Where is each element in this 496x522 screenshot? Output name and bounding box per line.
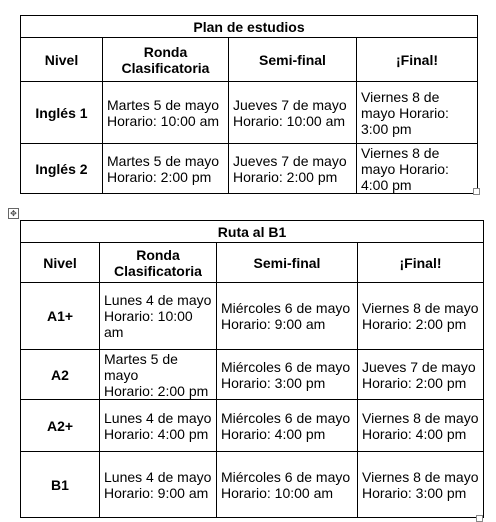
table-title: Ruta al B1 (21, 221, 484, 243)
date-text: Viernes 8 de mayo (362, 468, 479, 485)
time-text: Horario: 4:00 pm (362, 425, 467, 442)
header-ronda: Ronda Clasificatoria (103, 38, 229, 82)
date-text: Viernes 8 de mayo (362, 409, 479, 426)
ronda-cell (100, 350, 217, 400)
date-text: Lunes 4 de mayo (104, 468, 212, 485)
time-text: Horario: 10:00 am (104, 308, 193, 340)
header-semi: Semi-final (229, 38, 357, 82)
header-final: ¡Final! (357, 38, 478, 82)
level-cell: Inglés 1 (21, 82, 103, 144)
level-cell: A2+ (21, 400, 100, 452)
move-handle-icon[interactable]: ✥ (8, 208, 19, 219)
time-text: Horario: 4:00 pm (221, 425, 326, 442)
ronda-cell (103, 144, 229, 194)
header-nivel: Nivel (21, 38, 103, 82)
time-text: Horario: 2:00 pm (362, 374, 467, 391)
semi-cell (217, 400, 358, 452)
date-text: Jueves 7 de mayo (233, 152, 347, 169)
date-text: Miércoles 6 de mayo (221, 358, 351, 375)
date-text: Miércoles 6 de mayo (221, 468, 351, 485)
date-text: Viernes 8 de mayo (362, 300, 479, 316)
date-text: Viernes 8 de mayo Horario: (361, 144, 449, 177)
time-text: 4:00 pm (361, 176, 412, 193)
semi-cell (229, 82, 357, 144)
level-cell: B1 (21, 452, 100, 518)
time-text: Horario: 4:00 pm (104, 425, 209, 442)
ronda-cell (103, 82, 229, 144)
header-ronda: Ronda Clasificatoria (100, 243, 217, 283)
level-cell: A2 (21, 350, 100, 400)
table-title: Plan de estudios (21, 16, 478, 38)
date-text: Martes 5 de mayo (104, 350, 178, 383)
time-text: Horario: 2:00 pm (362, 316, 467, 332)
time-text: Horario: 3:00 pm (221, 374, 326, 391)
table-row (21, 82, 478, 144)
time-text: Horario: 2:00 pm (104, 382, 209, 399)
semi-cell (217, 283, 358, 350)
table-row (21, 350, 484, 400)
date-text: Martes 5 de mayo (107, 152, 220, 169)
final-cell (357, 82, 478, 144)
plan-de-estudios-table (20, 15, 478, 194)
semi-cell (229, 144, 357, 194)
table-row (21, 283, 484, 350)
level-cell: Inglés 2 (21, 144, 103, 194)
table-resize-handle[interactable] (473, 188, 480, 195)
level-cell: A1+ (21, 283, 100, 350)
date-text: Jueves 7 de mayo (362, 358, 476, 375)
date-text: Martes 5 de mayo (107, 96, 220, 113)
time-text: Horario: 10:00 am (221, 484, 334, 501)
ruta-al-b1-table (20, 220, 484, 518)
final-cell (358, 350, 484, 400)
time-text: Horario: 3:00 pm (362, 484, 467, 501)
time-text: Horario: 10:00 am (233, 112, 346, 129)
date-text: Jueves 7 de mayo (233, 96, 347, 113)
time-text: Horario: 9:00 am (221, 316, 326, 332)
time-text: 3:00 pm (361, 120, 412, 137)
table-row (21, 144, 478, 194)
table-row (21, 452, 484, 518)
date-text: Miércoles 6 de mayo (221, 300, 351, 316)
date-text: Miércoles 6 de mayo (221, 409, 351, 426)
semi-cell (217, 452, 358, 518)
table-row (21, 400, 484, 452)
date-text: Lunes 4 de mayo (104, 409, 212, 426)
ronda-cell (100, 400, 217, 452)
date-text: Viernes 8 de mayo Horario: (361, 88, 449, 121)
ronda-cell (100, 283, 217, 350)
time-text: Horario: 10:00 am (107, 112, 220, 129)
time-text: Horario: 2:00 pm (233, 168, 338, 185)
final-cell (357, 144, 478, 194)
date-text: Lunes 4 de mayo (104, 292, 212, 308)
time-text: Horario: 9:00 am (104, 484, 209, 501)
semi-cell (217, 350, 358, 400)
final-cell (358, 400, 484, 452)
time-text: Horario: 2:00 pm (107, 168, 212, 185)
header-semi: Semi-final (217, 243, 358, 283)
final-cell (358, 283, 484, 350)
header-final: ¡Final! (358, 243, 484, 283)
ronda-cell (100, 452, 217, 518)
final-cell (358, 452, 484, 518)
header-nivel: Nivel (21, 243, 100, 283)
